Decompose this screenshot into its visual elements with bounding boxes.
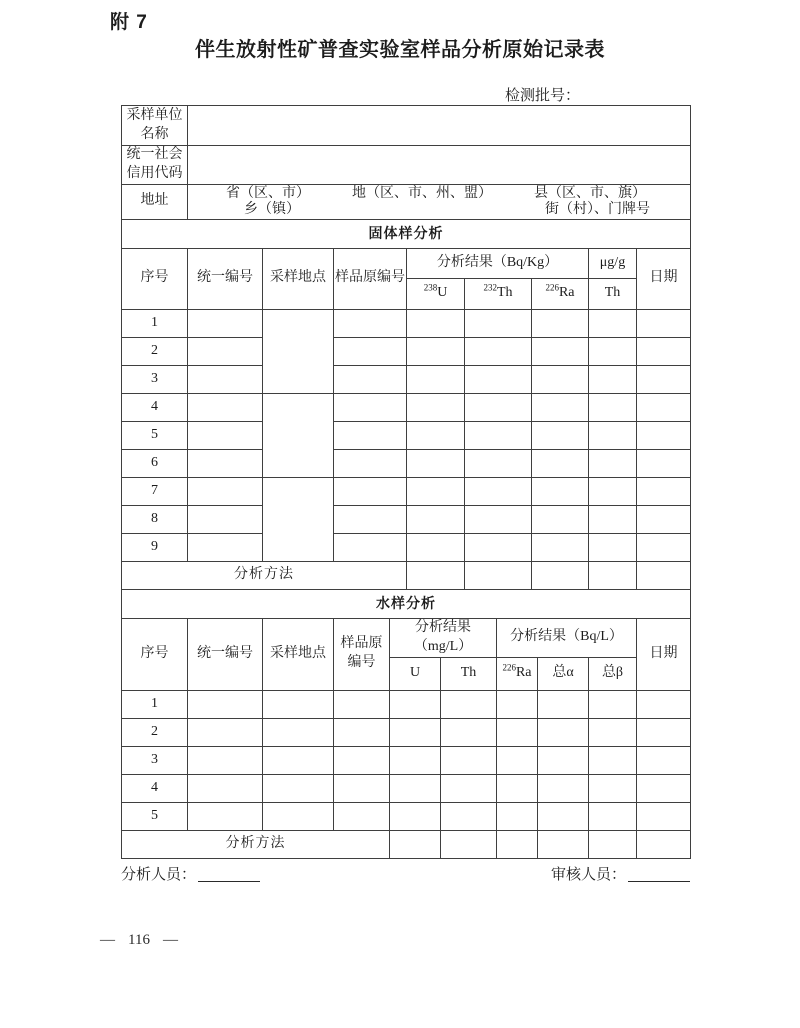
unified-no-cell [188, 718, 263, 746]
th-ugg-result-cell [589, 365, 637, 393]
u238-column-header [407, 278, 465, 309]
solid-method-th232-cell [465, 561, 532, 589]
u238-result-cell [407, 309, 465, 337]
water-method-ra226-cell [497, 830, 538, 858]
total-beta-column-header: 总β [589, 657, 637, 690]
u-result-cell [390, 802, 441, 830]
row-number-cell: 3 [122, 746, 188, 774]
water-sample-row [122, 690, 691, 718]
unified-no-cell [188, 421, 263, 449]
address-prefecture-label: 地（区、市、州、盟） [352, 185, 492, 201]
ra226-superscript: 226 [502, 662, 516, 673]
reviewer-signature [551, 863, 690, 884]
orig-no-cell [334, 337, 407, 365]
th-ugg-result-cell [589, 533, 637, 561]
page-number: 116 [128, 932, 150, 948]
th232-column-header [465, 278, 532, 309]
orig-no-cell [334, 802, 390, 830]
seq-column-header: 序号 [122, 248, 188, 309]
solid-method-date-cell [637, 561, 691, 589]
row-number-cell: 7 [122, 477, 188, 505]
result-bql-group-header: 分析结果（Bq/L） [497, 618, 637, 657]
u-result-cell [390, 690, 441, 718]
address-province-label: 省（区、市） [226, 185, 310, 201]
u238-superscript: 238 [423, 282, 438, 293]
water-section-title: 水样分析 [122, 589, 691, 618]
th232-result-cell [465, 505, 532, 533]
ra226-column-header [497, 657, 538, 690]
water-method-beta-cell [589, 830, 637, 858]
row-number-cell: 1 [122, 690, 188, 718]
address-line-2 [188, 202, 690, 219]
ra226-result-cell [532, 393, 589, 421]
orig-no-cell [334, 449, 407, 477]
address-county-label: 县（区、市、旗） [534, 185, 646, 201]
row-number-cell: 3 [122, 365, 188, 393]
u238-result-cell [407, 449, 465, 477]
solid-section-title: 固体样分析 [122, 219, 691, 248]
unified-no-cell [188, 337, 263, 365]
th232-symbol: Th [496, 285, 513, 301]
solid-method-label: 分析方法 [122, 561, 407, 589]
th232-superscript: 232 [483, 282, 497, 293]
th-result-cell [441, 802, 497, 830]
ra226-result-cell [532, 309, 589, 337]
unified-no-cell [188, 505, 263, 533]
result-mgl-header-line2: （mg/L） [413, 638, 473, 654]
row-number-cell: 2 [122, 337, 188, 365]
ugg-group-header: μg/g [589, 248, 637, 278]
row-number-cell: 8 [122, 505, 188, 533]
date-cell [637, 802, 691, 830]
credit-code-value-field [188, 146, 691, 185]
u-result-cell [390, 774, 441, 802]
ra226-result-cell [532, 365, 589, 393]
solid-sample-row [122, 449, 691, 477]
result-bqkg-group-header: 分析结果（Bq/Kg） [407, 248, 589, 278]
date-cell [637, 746, 691, 774]
address-row [122, 184, 691, 219]
water-analysis-table [121, 589, 691, 859]
u-column-header: U [390, 657, 441, 690]
page-number-footer [100, 932, 178, 949]
th232-result-cell [465, 365, 532, 393]
orig-no-column-header [334, 618, 390, 690]
date-cell [637, 449, 691, 477]
ra226-result-cell [532, 533, 589, 561]
sampling-location-cell [263, 746, 334, 774]
orig-no-cell [334, 309, 407, 337]
solid-method-row [122, 561, 691, 589]
unified-no-cell [188, 477, 263, 505]
water-header-row-1 [122, 618, 691, 657]
total-alpha-column-header: 总α [538, 657, 589, 690]
water-method-row [122, 830, 691, 858]
total-alpha-result-cell [538, 746, 589, 774]
unified-no-cell [188, 393, 263, 421]
water-sample-row [122, 774, 691, 802]
signature-row [121, 863, 690, 884]
th-ugg-result-cell [589, 309, 637, 337]
address-line-1 [188, 185, 690, 202]
row-number-cell: 9 [122, 533, 188, 561]
total-alpha-result-cell [538, 802, 589, 830]
u238-result-cell [407, 365, 465, 393]
ra226-result-cell [532, 421, 589, 449]
sampling-unit-label-line2: 名称 [140, 126, 169, 142]
th232-result-cell [465, 421, 532, 449]
solid-method-th-cell [589, 561, 637, 589]
total-beta-result-cell [589, 690, 637, 718]
result-mgl-header-line1: 分析结果 [415, 619, 471, 635]
u-result-cell [390, 718, 441, 746]
th232-result-cell [465, 337, 532, 365]
th-result-cell [441, 718, 497, 746]
sampling-unit-label-line1: 采样单位 [126, 107, 183, 123]
u238-result-cell [407, 421, 465, 449]
solid-sample-row [122, 365, 691, 393]
th-result-cell [441, 690, 497, 718]
sampling-location-cell [263, 309, 334, 393]
unified-no-column-header: 统一编号 [188, 618, 263, 690]
seq-column-header: 序号 [122, 618, 188, 690]
total-beta-result-cell [589, 718, 637, 746]
address-value-field [188, 184, 691, 219]
th232-result-cell [465, 477, 532, 505]
th232-result-cell [465, 533, 532, 561]
water-method-label: 分析方法 [122, 830, 390, 858]
th-column-header: Th [589, 278, 637, 309]
ra226-symbol: Ra [558, 285, 575, 301]
water-method-date-cell [637, 830, 691, 858]
ra226-result-cell [497, 746, 538, 774]
th-ugg-result-cell [589, 421, 637, 449]
row-number-cell: 5 [122, 802, 188, 830]
solid-sample-row [122, 393, 691, 421]
th-ugg-result-cell [589, 477, 637, 505]
address-street-label: 街（村）、门牌号 [545, 201, 650, 217]
total-alpha-result-cell [538, 690, 589, 718]
credit-code-label-line1: 统一社会 [126, 147, 183, 162]
sampling-unit-label [122, 106, 188, 146]
water-sample-row [122, 802, 691, 830]
ra226-column-header [532, 278, 589, 309]
row-number-cell: 4 [122, 393, 188, 421]
reviewer-label: 审核人员： [550, 867, 626, 883]
unified-no-cell [188, 746, 263, 774]
u238-result-cell [407, 477, 465, 505]
orig-no-cell [334, 393, 407, 421]
th232-result-cell [465, 393, 532, 421]
solid-sample-row [122, 533, 691, 561]
orig-no-cell [334, 505, 407, 533]
analyst-signature [121, 863, 260, 884]
water-section-row [122, 589, 691, 618]
unified-no-cell [188, 309, 263, 337]
th-ugg-result-cell [589, 449, 637, 477]
sampling-unit-value-field [188, 106, 691, 146]
row-number-cell: 5 [122, 421, 188, 449]
address-label: 地址 [122, 184, 188, 219]
u238-result-cell [407, 505, 465, 533]
analyst-label: 分析人员： [121, 867, 197, 883]
row-number-cell: 4 [122, 774, 188, 802]
th232-result-cell [465, 309, 532, 337]
sampling-location-cell [263, 774, 334, 802]
sampling-location-cell [263, 477, 334, 561]
water-method-th-cell [441, 830, 497, 858]
orig-no-cell [334, 533, 407, 561]
form-tables [121, 105, 690, 859]
solid-sample-row [122, 337, 691, 365]
th-ugg-result-cell [589, 393, 637, 421]
total-beta-result-cell [589, 802, 637, 830]
orig-no-cell [334, 746, 390, 774]
unified-no-cell [188, 365, 263, 393]
water-sample-row [122, 746, 691, 774]
attachment-label: 附 7 [110, 12, 148, 33]
footer-dash-right: — [162, 932, 178, 948]
date-cell [637, 337, 691, 365]
date-cell [637, 690, 691, 718]
orig-no-cell [334, 774, 390, 802]
sampling-location-cell [263, 802, 334, 830]
solid-method-ra226-cell [532, 561, 589, 589]
th232-result-cell [465, 449, 532, 477]
th-column-header: Th [441, 657, 497, 690]
date-column-header: 日期 [637, 248, 691, 309]
unified-no-cell [188, 774, 263, 802]
row-number-cell: 2 [122, 718, 188, 746]
total-beta-result-cell [589, 774, 637, 802]
orig-no-cell [334, 421, 407, 449]
date-cell [637, 505, 691, 533]
date-cell [637, 365, 691, 393]
orig-no-column-header: 样品原编号 [334, 248, 407, 309]
th-ugg-result-cell [589, 505, 637, 533]
credit-code-label [122, 146, 188, 185]
unified-no-cell [188, 533, 263, 561]
ra226-superscript: 226 [545, 282, 559, 293]
th-result-cell [441, 746, 497, 774]
unified-no-cell [188, 690, 263, 718]
location-column-header: 采样地点 [263, 248, 334, 309]
page-title: 伴生放射性矿普查实验室样品分析原始记录表 [195, 39, 605, 61]
solid-sample-row [122, 477, 691, 505]
solid-section-row [122, 219, 691, 248]
analyst-signature-line [198, 881, 260, 882]
water-sample-row [122, 718, 691, 746]
sampling-unit-row [122, 106, 691, 146]
ra226-result-cell [497, 802, 538, 830]
footer-dash-left: — [100, 932, 115, 948]
solid-method-u238-cell [407, 561, 465, 589]
row-number-cell: 1 [122, 309, 188, 337]
ra226-result-cell [532, 449, 589, 477]
result-mgl-group-header [390, 618, 497, 657]
date-cell [637, 533, 691, 561]
ra226-result-cell [532, 505, 589, 533]
water-method-u-cell [390, 830, 441, 858]
u238-result-cell [407, 337, 465, 365]
total-beta-result-cell [589, 746, 637, 774]
ra226-result-cell [532, 337, 589, 365]
u238-symbol: U [437, 285, 448, 301]
orig-no-cell [334, 690, 390, 718]
water-method-alpha-cell [538, 830, 589, 858]
th-ugg-result-cell [589, 337, 637, 365]
date-cell [637, 421, 691, 449]
unified-no-cell [188, 449, 263, 477]
row-number-cell: 6 [122, 449, 188, 477]
ra226-result-cell [497, 774, 538, 802]
total-alpha-result-cell [538, 718, 589, 746]
date-cell [637, 477, 691, 505]
ra226-result-cell [497, 690, 538, 718]
date-cell [637, 309, 691, 337]
solid-sample-row [122, 421, 691, 449]
ra226-symbol: Ra [515, 665, 532, 681]
location-column-header: 采样地点 [263, 618, 334, 690]
address-township-label: 乡（镇） [244, 201, 300, 217]
u-result-cell [390, 746, 441, 774]
sampling-location-cell [263, 690, 334, 718]
solid-analysis-table [121, 219, 691, 590]
credit-code-label-line2: 信用代码 [126, 165, 183, 181]
solid-header-row-1 [122, 248, 691, 278]
sampling-location-cell [263, 718, 334, 746]
date-column-header: 日期 [637, 618, 691, 690]
th-result-cell [441, 774, 497, 802]
batch-no-label: 检测批号： [504, 88, 580, 104]
orig-no-cell [334, 718, 390, 746]
ra226-result-cell [497, 718, 538, 746]
orig-no-header-line1: 样品原 [340, 636, 383, 652]
orig-no-cell [334, 365, 407, 393]
sampling-location-cell [263, 393, 334, 477]
credit-code-row [122, 146, 691, 185]
u238-result-cell [407, 393, 465, 421]
date-cell [637, 393, 691, 421]
ra226-result-cell [532, 477, 589, 505]
u238-result-cell [407, 533, 465, 561]
date-cell [637, 774, 691, 802]
info-table [121, 105, 691, 220]
unified-no-column-header: 统一编号 [188, 248, 263, 309]
reviewer-signature-line [628, 881, 690, 882]
orig-no-header-line2: 编号 [347, 655, 376, 671]
orig-no-cell [334, 477, 407, 505]
solid-sample-row [122, 309, 691, 337]
solid-sample-row [122, 505, 691, 533]
total-alpha-result-cell [538, 774, 589, 802]
date-cell [637, 718, 691, 746]
unified-no-cell [188, 802, 263, 830]
